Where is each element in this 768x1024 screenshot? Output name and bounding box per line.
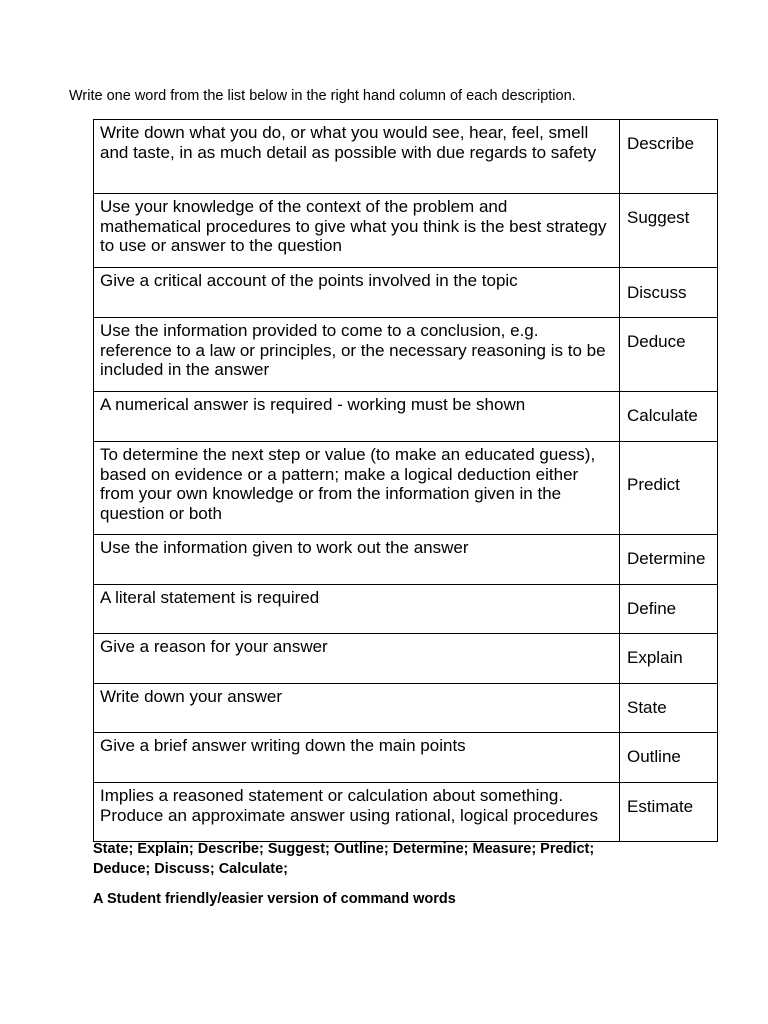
description-cell: Use your knowledge of the context of the problem and mathematical procedures to give what you think is the best strategy to use or answer to the question [94,194,620,268]
command-word-cell: Discuss [620,268,718,318]
description-cell: A literal statement is required [94,585,620,634]
table-row [94,318,718,392]
description-cell: Implies a reasoned statement or calculation about something. Produce an approximate answer using rational, logical procedures [94,783,620,842]
command-word-cell: Estimate [620,783,718,842]
command-word-cell: Suggest [620,194,718,268]
table-row [94,585,718,634]
command-word-cell: Outline [620,733,718,783]
table-row [94,783,718,842]
table-row [94,535,718,585]
table-row [94,392,718,442]
table-row [94,120,718,194]
command-word-cell: State [620,684,718,733]
command-word-cell: Describe [620,120,718,194]
description-cell: Write down your answer [94,684,620,733]
command-word-cell: Predict [620,442,718,535]
command-words-table [93,119,718,842]
description-cell: To determine the next step or value (to make an educated guess), based on evidence or a pattern; make a logical deduction either from your own knowledge or from the information given in the question or both [94,442,620,535]
description-cell: Write down what you do, or what you would see, hear, feel, smell and taste, in as much detail as possible with due regards to safety [94,120,620,194]
description-cell: Give a critical account of the points involved in the topic [94,268,620,318]
table-row [94,684,718,733]
description-cell: Give a brief answer writing down the main points [94,733,620,783]
table-row [94,733,718,783]
table-row [94,268,718,318]
description-cell: A numerical answer is required - working must be shown [94,392,620,442]
command-word-cell: Define [620,585,718,634]
table-row [94,194,718,268]
footer-title: A Student friendly/easier version of command words [93,891,456,907]
command-word-cell: Deduce [620,318,718,392]
description-cell: Use the information provided to come to a conclusion, e.g. reference to a law or principles, or the necessary reasoning is to be included in the answer [94,318,620,392]
table-row [94,442,718,535]
command-word-cell: Determine [620,535,718,585]
command-word-cell: Calculate [620,392,718,442]
instruction-text: Write one word from the list below in the right hand column of each description. [69,88,576,104]
table-row [94,634,718,684]
description-cell: Use the information given to work out the answer [94,535,620,585]
command-word-cell: Explain [620,634,718,684]
command-word-list: State; Explain; Describe; Suggest; Outline; Determine; Measure; Predict; Deduce; Discuss; Calculate; [93,841,595,877]
description-cell: Give a reason for your answer [94,634,620,684]
